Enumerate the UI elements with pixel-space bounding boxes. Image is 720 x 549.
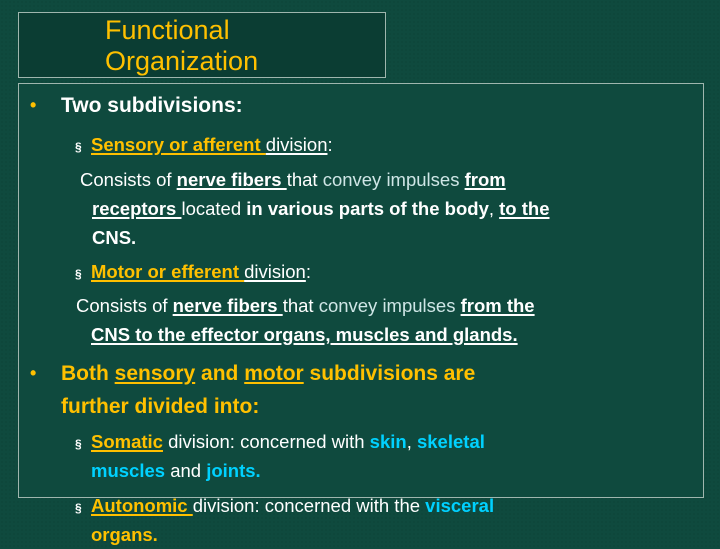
title-box <box>18 12 386 78</box>
motor-division-heading: Motor or efferent division: <box>91 261 311 282</box>
bullet-1-marker: • <box>30 95 37 115</box>
sub-bullet-4-marker: § <box>75 501 82 515</box>
sub-bullet-3-marker: § <box>75 437 82 451</box>
bullet-1-text: Two subdivisions: <box>61 94 243 117</box>
sub-bullet-2-marker: § <box>75 267 82 281</box>
autonomic-division: Autonomic division: concerned with the visceral organs. <box>91 495 495 545</box>
sub-bullet-1-marker: § <box>75 140 82 154</box>
sensory-division-description: Consists of nerve fibers that convey impulses from receptors located in various parts of the body, to the CNS. <box>80 169 550 248</box>
title-line-1: Functional <box>105 15 230 45</box>
motor-division-description: Consists of nerve fibers that convey impulses from the CNS to the effector organs, muscles and glands. <box>76 295 535 345</box>
title-line-2: Organization <box>105 46 259 76</box>
bullet-2-text: Both sensory and motor subdivisions are further divided into: <box>61 362 476 418</box>
slide-title <box>105 15 258 77</box>
bullet-2-marker: • <box>30 363 37 383</box>
somatic-division: Somatic division: concerned with skin, skeletal muscles and joints. <box>91 431 485 481</box>
sensory-division-heading: Sensory or afferent division: <box>91 134 333 155</box>
